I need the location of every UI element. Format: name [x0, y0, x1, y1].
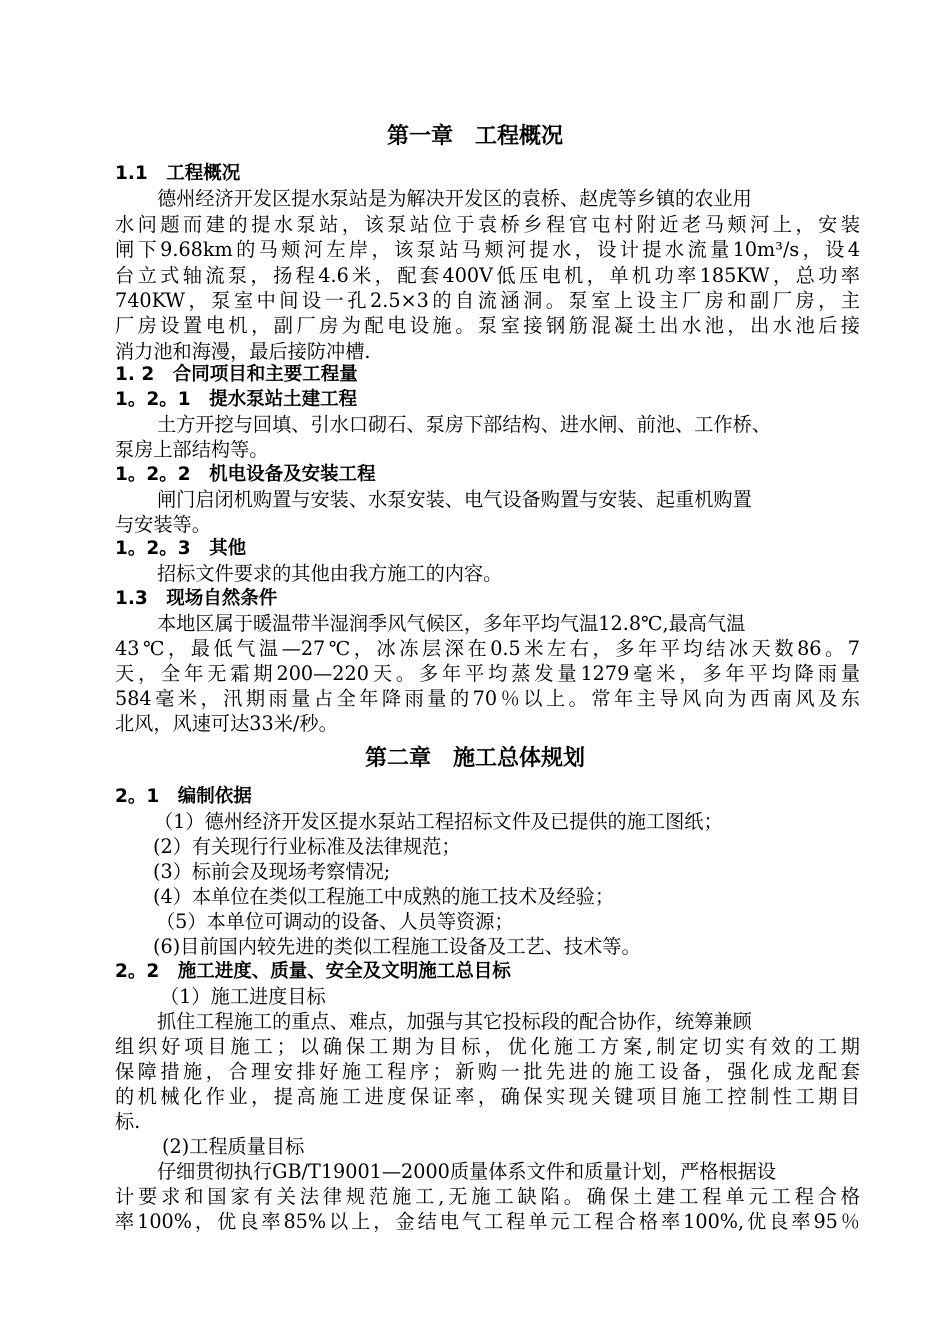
chapter-1-title: 第一章 工程概况 — [386, 124, 563, 149]
list-item: （5）本单位可调动的设备、人员等资源； — [156, 910, 514, 933]
paragraph-line: 招标文件要求的其他由我方施工的内容。 — [157, 562, 503, 585]
list-item: (6)目前国内较先进的类似工程施工设备及工艺、技术等。 — [153, 935, 641, 958]
paragraph-line: 43℃，最低气温—27℃，冰冻层深在0.5米左右，多年平均结冰天数86。7 — [115, 637, 860, 660]
section-1-2-2-title: 1。2。2 机电设备及安装工程 — [115, 464, 376, 485]
paragraph-line: 仔细贯彻执行GB/T19001—2000质量体系文件和质量计划，严格根据设 — [157, 1160, 777, 1183]
section-2-2-title: 2。2 施工进度、质量、安全及文明施工总目标 — [115, 961, 511, 982]
paragraph-line: 厂房设置电机，副厂房为配电设施。泵室接钢筋混凝土出水池，出水池后接 — [115, 314, 860, 337]
list-item: (3）标前会及现场考察情况; — [153, 860, 391, 883]
paragraph-line: 740KW，泵室中间设一孔2.5×3的自流涵洞。泵室上设主厂房和副厂房，主 — [115, 289, 860, 312]
paragraph-line: 闸门启闭机购置与安装、水泵安装、电气设备购置与安装、起重机购置 — [157, 488, 752, 511]
paragraph-line: 标. — [115, 1110, 141, 1133]
list-item: （1）德州经济开发区提水泵站工程招标文件及已提供的施工图纸； — [154, 810, 723, 833]
paragraph-line: 德州经济开发区提水泵站是为解决开发区的袁桥、赵虎等乡镇的农业用 — [157, 187, 752, 210]
section-1-2-title: 1. 2 合同项目和主要工程量 — [115, 364, 358, 385]
paragraph-line: 土方开挖与回填、引水口砌石、泵房下部结构、进水闸、前池、工作桥、 — [157, 413, 771, 436]
paragraph-line: 保障措施，合理安排好施工程序；新购一批先进的施工设备，强化成龙配套 — [115, 1060, 860, 1083]
section-1-3-title: 1.3 现场自然条件 — [115, 588, 278, 609]
paragraph-line: 水问题而建的提水泵站，该泵站位于袁桥乡程官屯村附近老马颊河上，安装 — [115, 213, 860, 236]
paragraph-line: 消力池和海漫，最后接防冲槽. — [115, 340, 371, 363]
section-2-1-title: 2。1 编制依据 — [115, 786, 252, 807]
section-1-1-title: 1.1 工程概况 — [115, 163, 241, 184]
subsection-title: (2)工程质量目标 — [162, 1135, 305, 1158]
paragraph-line: 台立式轴流泵，扬程4.6米，配套400V低压电机，单机功率185KW，总功率 — [115, 264, 860, 287]
list-item: (4）本单位在类似工程施工中成熟的施工技术及经验； — [153, 885, 615, 908]
paragraph-line: 率100%，优良率85%以上，金结电气工程单元工程合格率100%,优良率95％ — [115, 1210, 860, 1233]
paragraph-line: 与安装等。 — [115, 513, 211, 536]
section-1-2-3-title: 1。2。3 其他 — [115, 538, 247, 559]
section-1-2-1-title: 1。2。1 提水泵站土建工程 — [115, 389, 358, 410]
paragraph-line: 计要求和国家有关法律规范施工,无施工缺陷。确保土建工程单元工程合格 — [115, 1185, 860, 1208]
paragraph-line: 的机械化作业，提高施工进度保证率，确保实现关键项目施工控制性工期目 — [115, 1085, 860, 1108]
paragraph-line: 天，全年无霜期200—220天。多年平均蒸发量1279毫米，多年平均降雨量 — [115, 662, 860, 685]
paragraph-line: 组织好项目施工；以确保工期为目标，优化施工方案,制定切实有效的工期 — [115, 1035, 860, 1058]
subsection-title: （1）施工进度目标 — [160, 985, 326, 1008]
paragraph-line: 闸下9.68km的马颊河左岸，该泵站马颊河提水，设计提水流量10m³/s，设4 — [115, 238, 860, 261]
list-item: (2）有关现行行业标准及法律规范； — [153, 835, 461, 858]
paragraph-line: 泵房上部结构等。 — [115, 438, 269, 461]
paragraph-line: 584毫米，汛期雨量占全年降雨量的70％以上。常年主导风向为西南风及东 — [115, 687, 860, 710]
paragraph-line: 北风，风速可达33米/秒。 — [115, 712, 338, 735]
paragraph-line: 抓住工程施工的重点、难点，加强与其它投标段的配合协作，统筹兼顾 — [157, 1010, 752, 1033]
chapter-2-title: 第二章 施工总体规划 — [364, 746, 585, 771]
paragraph-line: 本地区属于暖温带半湿润季风气候区，多年平均气温12.8℃,最高气温 — [157, 612, 746, 635]
